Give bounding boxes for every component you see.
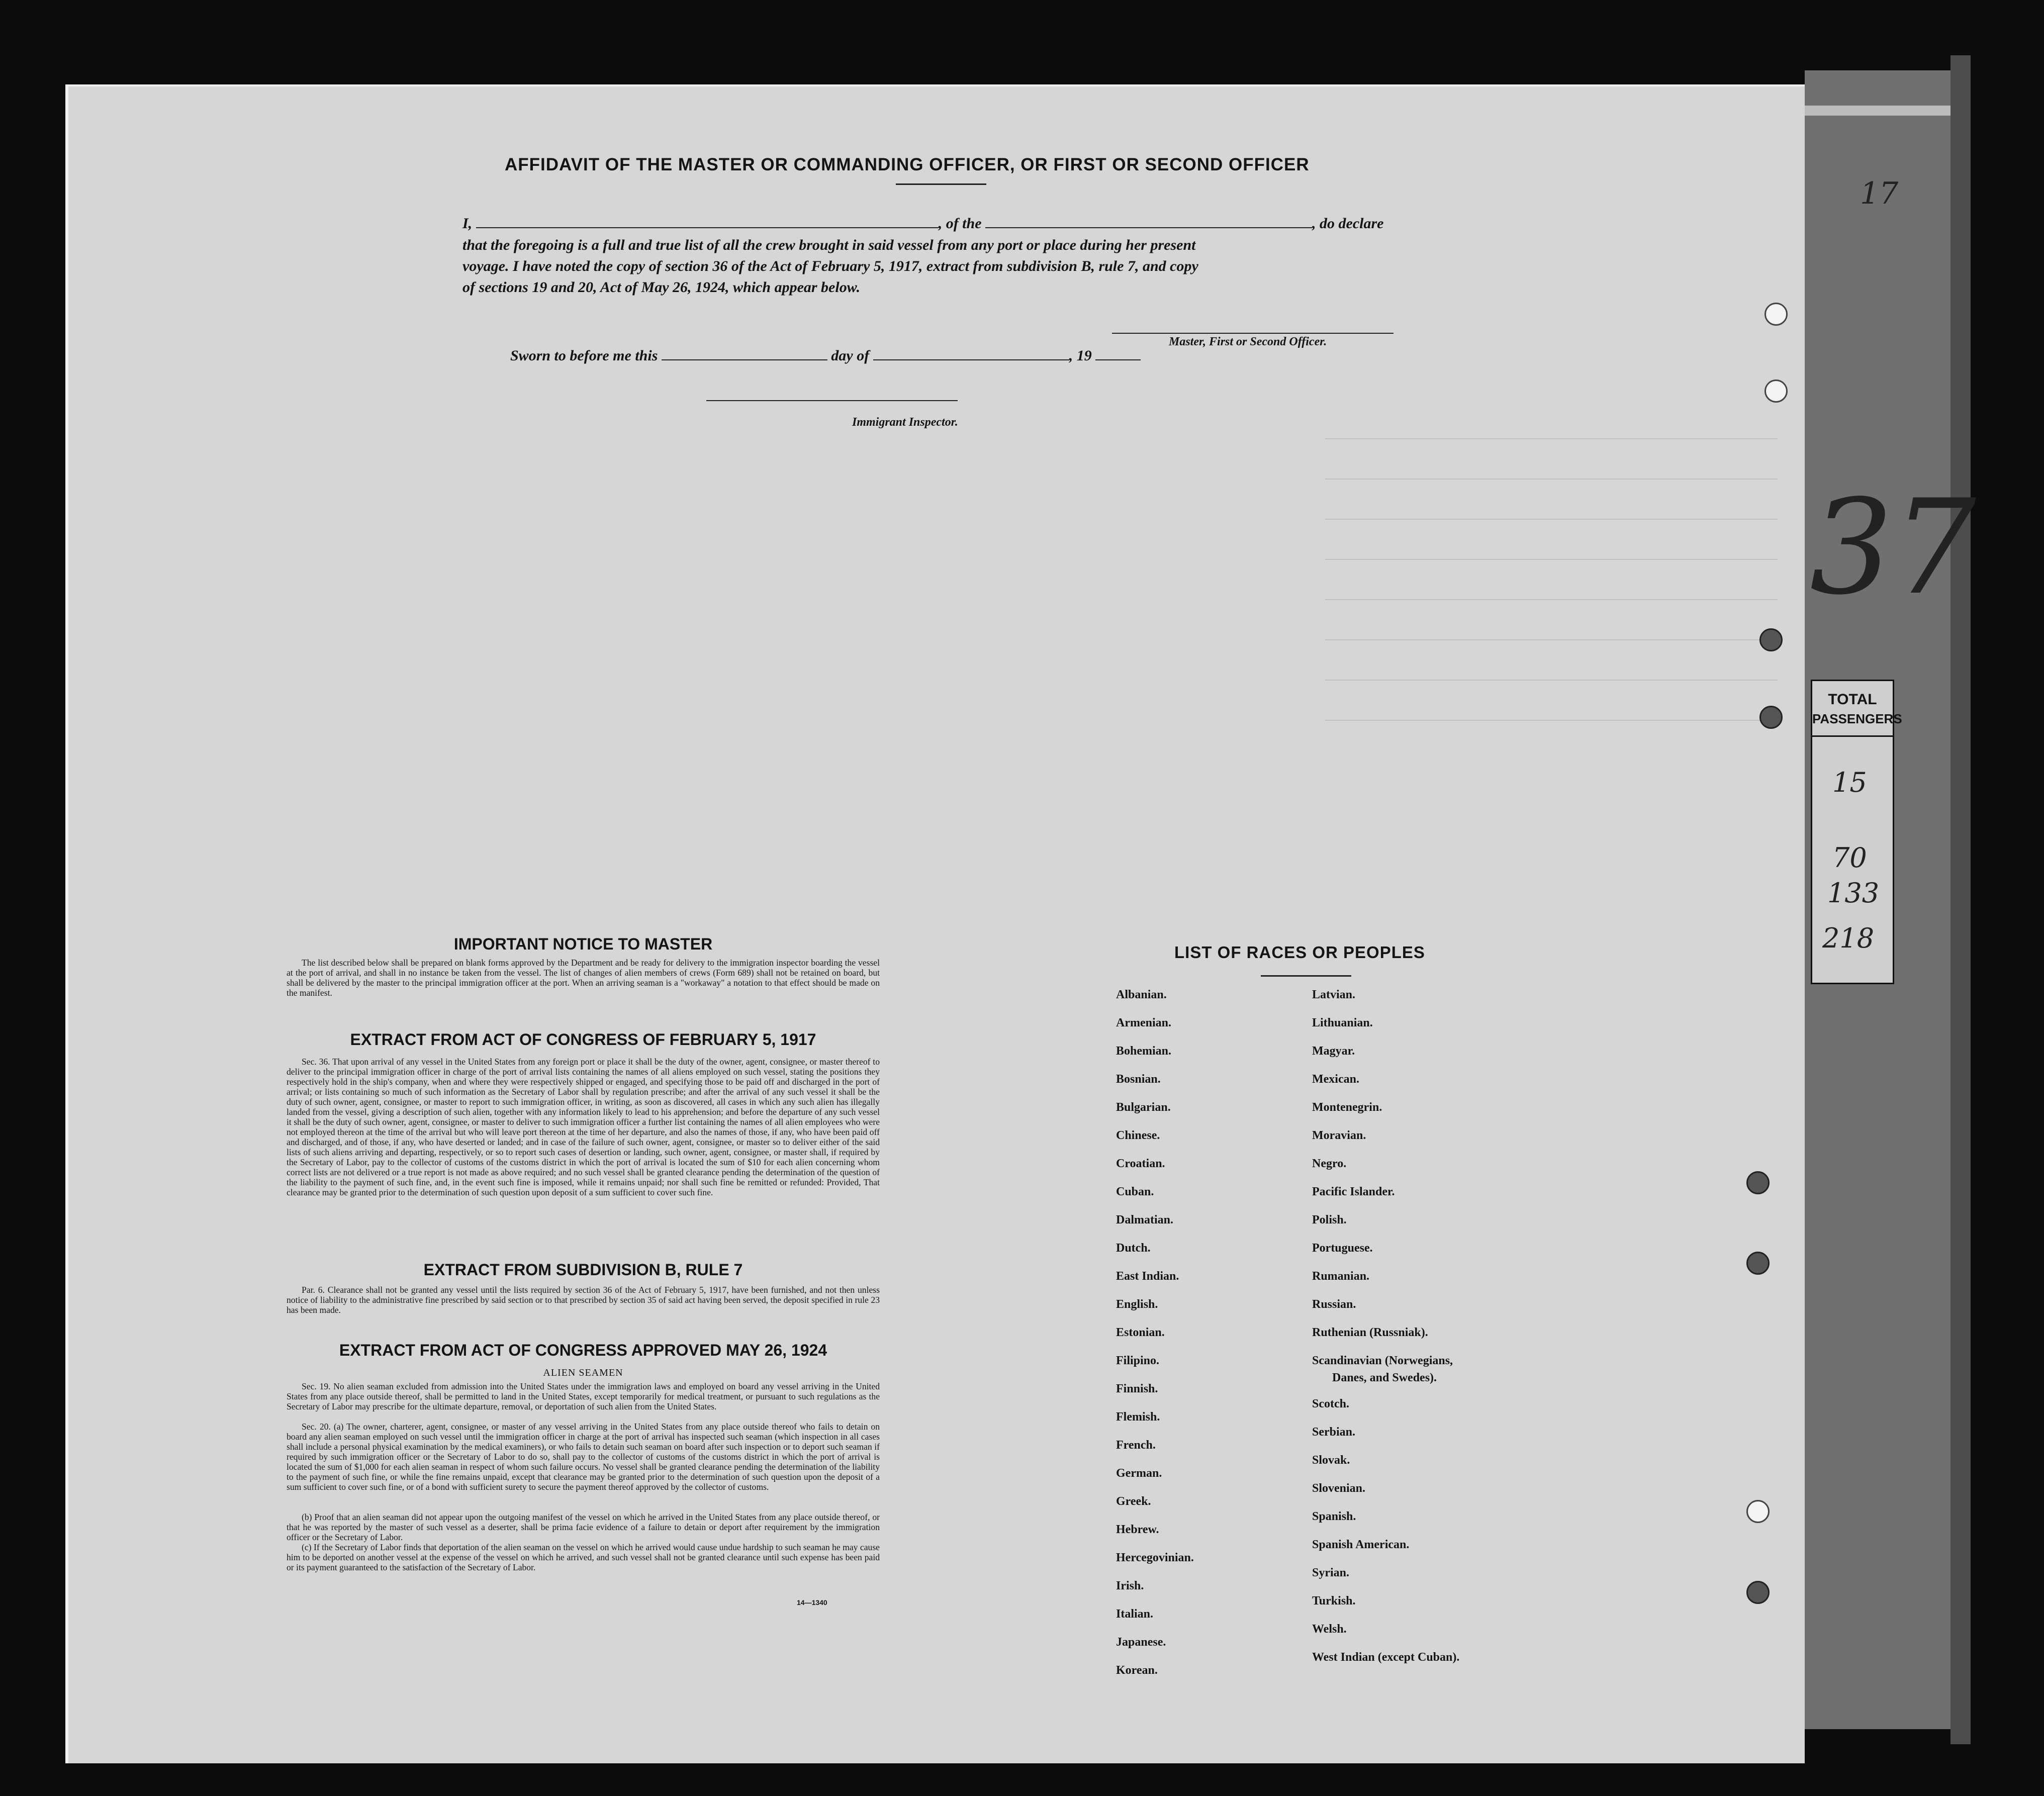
race-item: Moravian.	[1312, 1129, 1366, 1142]
race-item: Spanish American.	[1312, 1538, 1410, 1551]
race-item: Montenegrin.	[1312, 1101, 1382, 1114]
total-value-2: 70	[1832, 842, 1867, 874]
race-item: Italian.	[1116, 1608, 1154, 1621]
inspector-caption: Immigrant Inspector.	[852, 416, 958, 429]
sec20a-text: Sec. 20. (a) The owner, charterer, agent, consignee, or master of any vessel arriving in the United States from any place outside thereof who fails to detain on board any alien seaman employed on such vessel until the immigration officer in charge at the port of arrival has inspected such seaman (which inspection in all cases shall include a personal physical examination by the medical examiners), or who fails to detain such seaman on board after such inspection or to deport such seaman if required by such immigration officer or the Secretary of Labor to do so, shall pay to the collector of customs of the customs district in which the port of arrival is located the sum of $1,000 for each alien seaman in respect of whom such failure occurs. No vessel shall be granted clearance pending the determination of the liability to the payment of such fine, or while the fine remains unpaid, except that clearance may be granted prior to the determination of such question upon the deposit of a sum sufficient to cover such fine, or of a bond with sufficient surety to secure the payment thereof approved by the collector of customs.	[287, 1422, 880, 1492]
year-prefix: , 19	[1069, 347, 1092, 364]
affidavit-line2: that the foregoing is a full and true list of all the crew brought in said vessel from any port or place during her present	[462, 237, 1196, 253]
race-item: Portuguese.	[1312, 1242, 1373, 1255]
race-item: French.	[1116, 1439, 1156, 1452]
race-item: Korean.	[1116, 1664, 1158, 1677]
race-item: Japanese.	[1116, 1636, 1166, 1649]
race-item: Greek.	[1116, 1495, 1151, 1508]
binder-hole	[1746, 1581, 1770, 1604]
rule7-text: Par. 6. Clearance shall not be granted any vessel until the lists required by section 36 of the Act of February 5, 1917, have been furnished, and not then unless notice of liability to the administrative fine prescribed by said section or to that prescribed by section 35 of said act having been served, the deposit specified in rule 23 has been made.	[287, 1285, 880, 1315]
race-item: Cuban.	[1116, 1185, 1154, 1198]
title-underline	[896, 183, 986, 185]
binder-hole	[1764, 380, 1788, 403]
vessel-name-field[interactable]	[985, 227, 1312, 228]
race-item: Serbian.	[1312, 1426, 1356, 1439]
race-item: Chinese.	[1116, 1129, 1160, 1142]
race-item: Finnish.	[1116, 1382, 1158, 1395]
binder-hole	[1746, 1171, 1770, 1194]
affidavit-line1	[462, 214, 1428, 234]
notice-title: IMPORTANT NOTICE TO MASTER	[453, 935, 713, 953]
race-item: Polish.	[1312, 1213, 1347, 1226]
race-item: Albanian.	[1116, 988, 1167, 1001]
handwritten-top-number: 17	[1860, 176, 1899, 211]
affidavit-title: AFFIDAVIT OF THE MASTER OR COMMANDING OFFICER, OR FIRST OR SECOND OFFICER	[505, 155, 1310, 174]
race-item: East Indian.	[1116, 1270, 1179, 1283]
total-header: TOTAL	[1828, 691, 1877, 708]
total-passengers-box	[1811, 680, 1902, 984]
race-item: Croatian.	[1116, 1157, 1165, 1170]
sworn-line	[510, 346, 1141, 366]
race-item: Mexican.	[1312, 1073, 1359, 1086]
rule7-title: EXTRACT FROM SUBDIVISION B, RULE 7	[423, 1261, 743, 1279]
race-item: Estonian.	[1116, 1326, 1165, 1339]
sec20b-text: (b) Proof that an alien seaman did not appear upon the outgoing manifest of the vessel on which he arrived in the United States from any place outside thereof, or that he was reported by the master of such vessel as a deserter, shall be prima facie evidence of a failure to detain or deport after requirement by the immigration officer or the Secretary of Labor.	[287, 1512, 880, 1542]
race-item: Negro.	[1312, 1157, 1347, 1170]
race-item: German.	[1116, 1467, 1162, 1480]
total-value-1: 15	[1832, 767, 1867, 798]
binder-hole	[1764, 303, 1788, 326]
race-item: Bohemian.	[1116, 1045, 1172, 1058]
race-item: Rumanian.	[1312, 1270, 1370, 1283]
race-item: English.	[1116, 1298, 1158, 1311]
extract-1917-title: EXTRACT FROM ACT OF CONGRESS OF FEBRUARY 5, 1917	[350, 1030, 816, 1049]
sworn-year-field[interactable]	[1095, 359, 1141, 360]
races-underline	[1261, 975, 1351, 977]
race-item: Filipino.	[1116, 1354, 1160, 1367]
sworn-label: Sworn to before me this	[510, 347, 658, 364]
race-item: Slovenian.	[1312, 1482, 1366, 1495]
race-item: Armenian.	[1116, 1016, 1171, 1029]
race-item: Irish.	[1116, 1579, 1144, 1592]
race-item: Bosnian.	[1116, 1073, 1161, 1086]
race-item: Lithuanian.	[1312, 1016, 1373, 1029]
race-item: Bulgarian.	[1116, 1101, 1171, 1114]
race-item-continuation: Danes, and Swedes).	[1332, 1371, 1437, 1384]
affidavit-line4: of sections 19 and 20, Act of May 26, 1924, which appear below.	[462, 279, 861, 296]
declare-label: , do declare	[1312, 215, 1384, 232]
extract-1917-text: Sec. 36. That upon arrival of any vessel in the United States from any foreign port or place it shall be the duty of the owner, agent, consignee, or master thereof to deliver to the principal immigration officer in charge of the port of arrival lists containing the names of all aliens employed on such vessel, stating the positions they respectively hold in the ship's company, when and where they were respectively shipped or engaged, and specifying those to be paid off and discharged in the port of arrival; or lists containing so much of such information as the Secretary of Labor shall by regulation prescribe; and after the arrival of any such vessel it shall be the duty of such owner, agent, consignee, or master to report to such immigration officer, in writing, as soon as discovered, all cases in which any such alien has illegally landed from the vessel, giving a description of such alien, together with any information likely to lead to his apprehension; and before the departure of any such vessel it shall be the duty of such owner, agent, consignee, or master to deliver to such immigration officer a further list containing the names of all alien employees who were not employed thereon at the time of the arrival but who will leave port thereon at the time of her departure, and also the names of those, if any, who have been paid off and discharged, and of those, if any, who have deserted or landed; and in case of the failure of such owner, agent, consignee, or master so to deliver either of the said lists of such aliens arriving and departing, respectively, or so to report such cases of desertion or landing, such owner, agent, consignee, or master shall, if required by the Secretary of Labor, pay to the collector of customs of the customs district in which the port of arrival is located the sum of $10 for each alien concerning whom correct lists are not delivered or a true report is not made as above required; and no such vessel shall be granted clearance pending the determination of the question of the liability to the payment of such fine, and, in the event such fine is imposed, while it remains unpaid; nor shall such fine be remitted or refunded: Provided, That clearance may be granted prior to the determination of such question upon deposit of a sum sufficient to cover such fine.	[287, 1057, 880, 1197]
race-item: Dalmatian.	[1116, 1213, 1173, 1226]
race-item: Welsh.	[1312, 1623, 1347, 1636]
race-item: Hebrew.	[1116, 1523, 1159, 1536]
notice-text: The list described below shall be prepared on blank forms approved by the Department and be ready for delivery to the immigration inspector boarding the vessel at the port of arrival, and shall in no instance be taken from the vessel. The list of changes of alien members of crews (Form 689) shall not be retained on board, but shall be delivered by the master to the principal immigration officer at the port. When an arriving seaman is a "workaway" a notation to that effect should be made on the manifest.	[287, 958, 880, 998]
declarant-label: I,	[462, 215, 473, 232]
affidavit-line3: voyage. I have noted the copy of section 36 of the Act of February 5, 1917, extract from subdivision B, rule 7, and copy	[462, 258, 1198, 274]
race-item: West Indian (except Cuban).	[1312, 1651, 1460, 1664]
races-title: LIST OF RACES OR PEOPLES	[1174, 943, 1425, 962]
total-value-3: 133	[1827, 877, 1880, 909]
binder-hole	[1759, 628, 1783, 651]
declarant-name-field[interactable]	[476, 227, 939, 228]
race-item: Russian.	[1312, 1298, 1356, 1311]
race-item: Syrian.	[1312, 1566, 1350, 1579]
race-item: Hercegovinian.	[1116, 1551, 1194, 1564]
race-item: Scandinavian (Norwegians,	[1312, 1354, 1453, 1367]
binder-hole	[1746, 1500, 1770, 1523]
alien-seamen-subtitle: ALIEN SEAMEN	[543, 1367, 623, 1378]
sworn-month-field[interactable]	[873, 359, 1069, 360]
manifest-sheet	[65, 84, 1805, 1763]
race-item: Latvian.	[1312, 988, 1356, 1001]
passengers-header: PASSENGERS	[1812, 711, 1902, 726]
race-item: Slovak.	[1312, 1454, 1350, 1467]
extract-1924-title: EXTRACT FROM ACT OF CONGRESS APPROVED MAY 26, 1924	[339, 1341, 827, 1359]
race-item: Dutch.	[1116, 1242, 1151, 1255]
inspector-signature-field[interactable]	[706, 399, 958, 401]
vessel-label: , of the	[938, 215, 982, 232]
sec19-text: Sec. 19. No alien seaman excluded from admission into the United States under the immigration laws and employed on board any vessel arriving in the United States from any place outside thereof, shall be permitted to land in the United States, except temporarily for medical treatment, or pursuant to such regulations as the Secretary of Labor may prescribe for the ultimate departure, removal, or deportation of such alien from the United States.	[287, 1381, 880, 1411]
handwritten-number: 37	[1810, 472, 1976, 624]
binder-hole	[1746, 1252, 1770, 1275]
race-item: Turkish.	[1312, 1594, 1356, 1608]
race-item: Magyar.	[1312, 1045, 1355, 1058]
race-item: Pacific Islander.	[1312, 1185, 1395, 1198]
sworn-day-field[interactable]	[662, 359, 827, 360]
form-number: 14—1340	[797, 1598, 827, 1606]
total-value-4: 218	[1822, 922, 1875, 954]
race-item: Ruthenian (Russniak).	[1312, 1326, 1428, 1339]
master-signature-caption: Master, First or Second Officer.	[1169, 335, 1327, 348]
race-item: Spanish.	[1312, 1510, 1356, 1523]
race-item: Flemish.	[1116, 1410, 1160, 1424]
sec20c-text: (c) If the Secretary of Labor finds that deportation of the alien seaman on the vessel on which he arrived would cause undue hardship to such seaman he may cause him to be deported on another vessel at the expense of the vessel on which he arrived, and such vessel shall not be granted clearance until such expense has been paid or its payment guaranteed to the satisfaction of the Secretary of Labor.	[287, 1542, 880, 1572]
binder-hole	[1759, 706, 1783, 729]
day-of-label: day of	[831, 347, 870, 364]
underlying-page-edge-2	[1950, 55, 1971, 1744]
underlying-page-edge-3	[1805, 106, 1950, 116]
race-item: Scotch.	[1312, 1397, 1349, 1410]
